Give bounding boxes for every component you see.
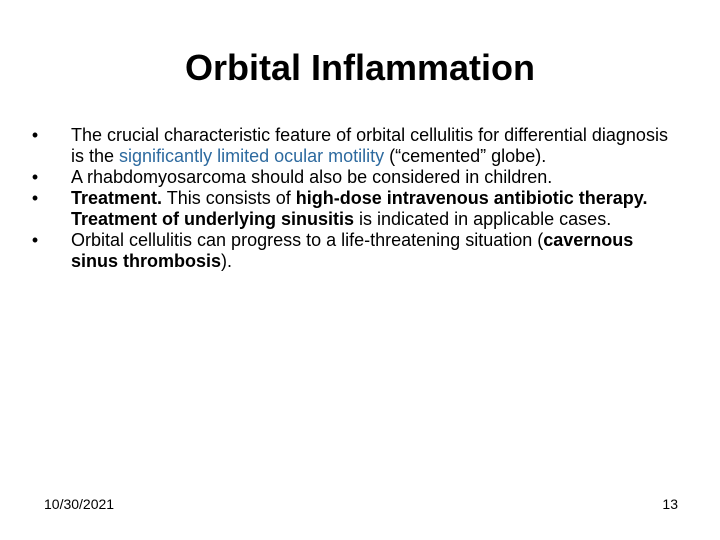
bullet-marker: • — [31, 125, 39, 145]
bold-phrase: Treatment of underlying sinusitis — [71, 209, 355, 229]
bullet-item-treatment — [28, 188, 678, 230]
bullet-item-rhabdomyosarcoma — [28, 167, 678, 188]
footer-date: 10/30/2021 — [44, 496, 115, 512]
bullet-item-differential-diagnosis — [28, 125, 678, 167]
bullet-text: This consists of — [162, 188, 296, 208]
bullet-marker: • — [31, 188, 39, 208]
bold-phrase: high-dose intravenous antibiotic therapy. — [295, 188, 648, 208]
bullet-text: is indicated in applicable cases. — [354, 209, 612, 229]
bullet-text: (“cemented” globe). — [384, 146, 547, 166]
slide-title: Orbital Inflammation — [184, 47, 536, 88]
bullet-text: Orbital cellulitis can progress to a life-threatening situation ( — [71, 230, 544, 250]
bullet-marker: • — [31, 230, 39, 250]
bullet-marker: • — [31, 167, 39, 187]
bullet-item-progression — [28, 230, 678, 272]
bullet-text: ). — [221, 251, 233, 271]
bullet-text: A rhabdomyosarcoma should also be considered in children. — [71, 167, 553, 187]
page-number: 13 — [662, 496, 678, 512]
highlighted-phrase: significantly limited ocular motility — [119, 146, 385, 166]
bold-phrase: Treatment. — [71, 188, 163, 208]
bold-phrase: cavernous sinus thrombosis — [71, 230, 634, 271]
bullet-list — [28, 125, 678, 272]
bullet-text: The crucial characteristic feature of orbital cellulitis for differential diagnosis is the — [71, 125, 668, 166]
